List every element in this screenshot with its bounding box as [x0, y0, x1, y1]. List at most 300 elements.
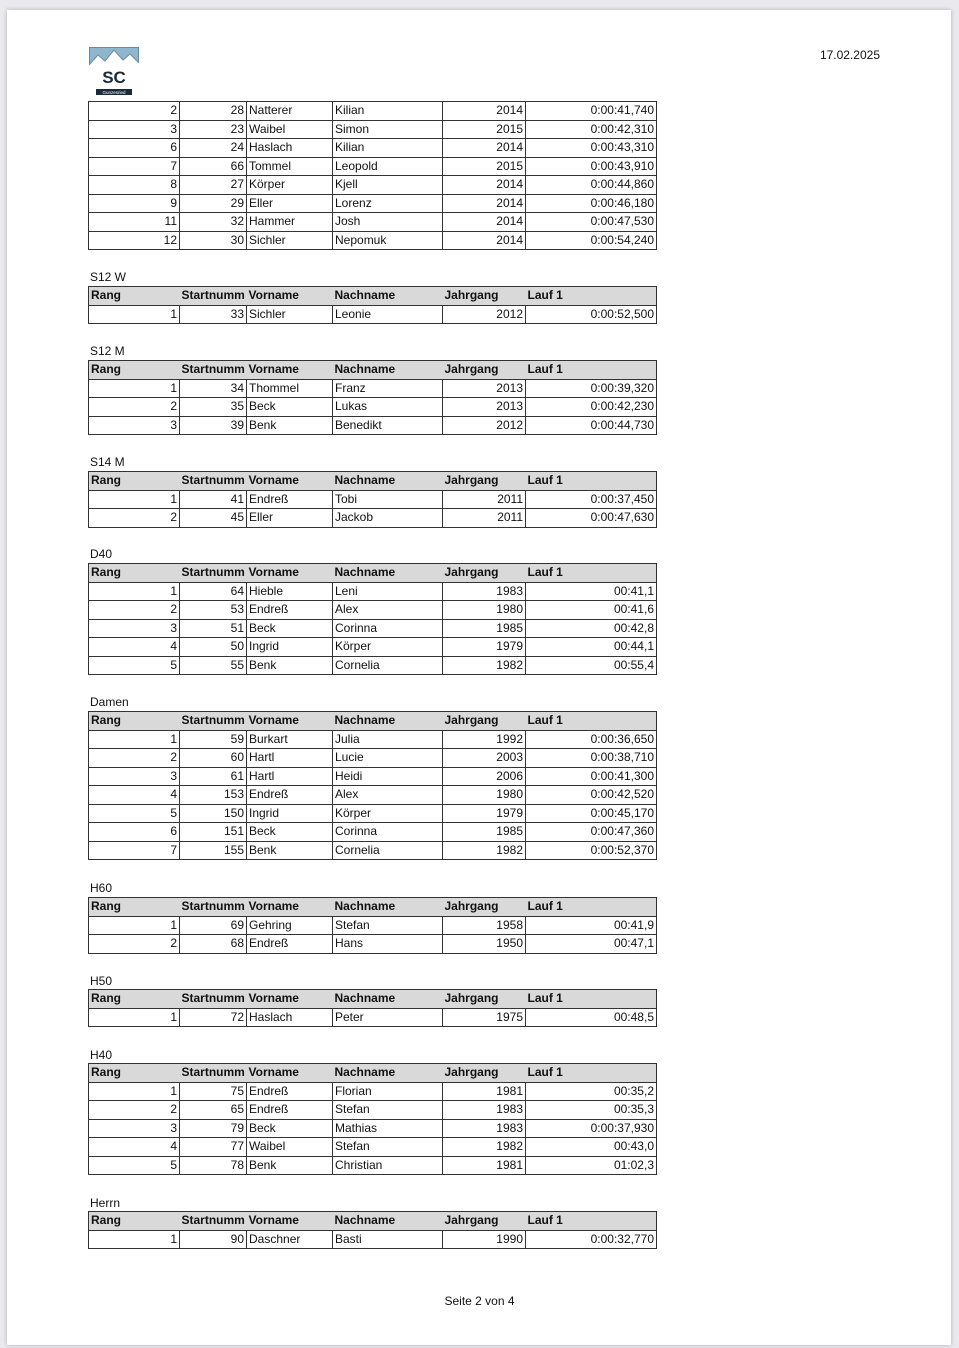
column-header-nachname: Nachname	[333, 898, 443, 917]
column-header-rang: Rang	[89, 990, 180, 1009]
cell-lauf1: 0:00:42,230	[526, 398, 657, 417]
cell-startnummer: 51	[180, 619, 247, 638]
cell-lauf1: 0:00:47,360	[526, 823, 657, 842]
category-title: H60	[90, 881, 113, 895]
cell-rang: 1	[89, 1230, 180, 1249]
cell-lauf1: 0:00:52,370	[526, 841, 657, 860]
cell-vorname: Benk	[247, 656, 333, 675]
column-header-jahrgang: Jahrgang	[443, 712, 526, 731]
cell-jahrgang: 2012	[443, 416, 526, 435]
column-header-lauf1: Lauf 1	[526, 898, 657, 917]
cell-jahrgang: 1982	[443, 1138, 526, 1157]
cell-vorname: Endreß	[247, 1082, 333, 1101]
table-row	[89, 656, 657, 675]
cell-rang: 4	[89, 786, 180, 805]
cell-jahrgang: 1982	[443, 656, 526, 675]
cell-jahrgang: 1981	[443, 1082, 526, 1101]
table-row	[89, 102, 657, 121]
cell-startnummer: 69	[180, 916, 247, 935]
cell-rang: 2	[89, 601, 180, 620]
column-header-lauf1: Lauf 1	[526, 361, 657, 380]
cell-lauf1: 0:00:36,650	[526, 730, 657, 749]
column-header-nachname: Nachname	[333, 712, 443, 731]
cell-jahrgang: 2012	[443, 305, 526, 324]
cell-nachname: Stefan	[333, 1101, 443, 1120]
cell-startnummer: 24	[180, 139, 247, 158]
cell-jahrgang: 1979	[443, 638, 526, 657]
cell-nachname: Christian	[333, 1156, 443, 1175]
cell-startnummer: 23	[180, 120, 247, 139]
cell-startnummer: 77	[180, 1138, 247, 1157]
table-header-row	[89, 898, 657, 917]
cell-vorname: Waibel	[247, 1138, 333, 1157]
column-header-nachname: Nachname	[333, 990, 443, 1009]
column-header-jahrgang: Jahrgang	[443, 898, 526, 917]
cell-startnummer: 61	[180, 767, 247, 786]
table-row	[89, 490, 657, 509]
table-row	[89, 582, 657, 601]
cell-nachname: Kjell	[333, 176, 443, 195]
cell-jahrgang: 2011	[443, 490, 526, 509]
cell-rang: 1	[89, 916, 180, 935]
cell-nachname: Alex	[333, 601, 443, 620]
table-row	[89, 1230, 657, 1249]
cell-rang: 7	[89, 841, 180, 860]
cell-nachname: Benedikt	[333, 416, 443, 435]
cell-vorname: Ingrid	[247, 804, 333, 823]
column-header-startnummer: Startnumm	[180, 472, 247, 491]
cell-startnummer: 41	[180, 490, 247, 509]
cell-rang: 1	[89, 582, 180, 601]
results-table	[88, 897, 657, 954]
cell-startnummer: 79	[180, 1119, 247, 1138]
table-header-row	[89, 287, 657, 306]
cell-jahrgang: 2003	[443, 749, 526, 768]
table-row	[89, 601, 657, 620]
table-row	[89, 416, 657, 435]
column-header-startnummer: Startnumm	[180, 990, 247, 1009]
column-header-vorname: Vorname	[247, 472, 333, 491]
column-header-rang: Rang	[89, 1064, 180, 1083]
cell-rang: 8	[89, 176, 180, 195]
column-header-jahrgang: Jahrgang	[443, 361, 526, 380]
column-header-lauf1: Lauf 1	[526, 287, 657, 306]
cell-jahrgang: 2014	[443, 102, 526, 121]
results-table	[88, 711, 657, 860]
cell-rang: 2	[89, 1101, 180, 1120]
cell-nachname: Lucie	[333, 749, 443, 768]
cell-lauf1: 0:00:52,500	[526, 305, 657, 324]
cell-vorname: Ingrid	[247, 638, 333, 657]
cell-nachname: Lukas	[333, 398, 443, 417]
table-row	[89, 804, 657, 823]
cell-nachname: Leopold	[333, 157, 443, 176]
table-row	[89, 916, 657, 935]
cell-rang: 7	[89, 157, 180, 176]
cell-jahrgang: 1975	[443, 1008, 526, 1027]
column-header-lauf1: Lauf 1	[526, 990, 657, 1009]
cell-startnummer: 29	[180, 194, 247, 213]
column-header-startnummer: Startnumm	[180, 898, 247, 917]
cell-rang: 4	[89, 1138, 180, 1157]
cell-nachname: Alex	[333, 786, 443, 805]
column-header-startnummer: Startnumm	[180, 564, 247, 583]
cell-jahrgang: 2014	[443, 194, 526, 213]
cell-lauf1: 0:00:46,180	[526, 194, 657, 213]
column-header-lauf1: Lauf 1	[526, 712, 657, 731]
cell-nachname: Lorenz	[333, 194, 443, 213]
cell-rang: 3	[89, 767, 180, 786]
cell-nachname: Corinna	[333, 823, 443, 842]
cell-startnummer: 72	[180, 1008, 247, 1027]
cell-nachname: Leonie	[333, 305, 443, 324]
cell-nachname: Leni	[333, 582, 443, 601]
cell-lauf1: 00:48,5	[526, 1008, 657, 1027]
cell-nachname: Corinna	[333, 619, 443, 638]
cell-startnummer: 65	[180, 1101, 247, 1120]
cell-vorname: Beck	[247, 398, 333, 417]
cell-jahrgang: 1990	[443, 1230, 526, 1249]
cell-nachname: Cornelia	[333, 656, 443, 675]
column-header-lauf1: Lauf 1	[526, 564, 657, 583]
column-header-rang: Rang	[89, 712, 180, 731]
column-header-rang: Rang	[89, 287, 180, 306]
table-row	[89, 176, 657, 195]
cell-nachname: Nepomuk	[333, 231, 443, 250]
column-header-vorname: Vorname	[247, 564, 333, 583]
cell-nachname: Stefan	[333, 1138, 443, 1157]
column-header-jahrgang: Jahrgang	[443, 287, 526, 306]
column-header-startnummer: Startnumm	[180, 1212, 247, 1231]
cell-lauf1: 00:44,1	[526, 638, 657, 657]
cell-lauf1: 0:00:43,310	[526, 139, 657, 158]
cell-vorname: Endreß	[247, 786, 333, 805]
column-header-jahrgang: Jahrgang	[443, 472, 526, 491]
cell-nachname: Stefan	[333, 916, 443, 935]
table-header-row	[89, 990, 657, 1009]
cell-startnummer: 35	[180, 398, 247, 417]
cell-nachname: Kilian	[333, 102, 443, 121]
cell-vorname: Sichler	[247, 231, 333, 250]
cell-vorname: Eller	[247, 509, 333, 528]
cell-vorname: Hartl	[247, 749, 333, 768]
cell-lauf1: 0:00:38,710	[526, 749, 657, 768]
table-row	[89, 379, 657, 398]
column-header-startnummer: Startnumm	[180, 287, 247, 306]
cell-lauf1: 00:35,3	[526, 1101, 657, 1120]
table-row	[89, 767, 657, 786]
results-table	[88, 286, 657, 324]
column-header-jahrgang: Jahrgang	[443, 564, 526, 583]
column-header-nachname: Nachname	[333, 564, 443, 583]
cell-nachname: Jackob	[333, 509, 443, 528]
cell-startnummer: 59	[180, 730, 247, 749]
column-header-startnummer: Startnumm	[180, 712, 247, 731]
column-header-rang: Rang	[89, 898, 180, 917]
cell-jahrgang: 1980	[443, 786, 526, 805]
cell-nachname: Cornelia	[333, 841, 443, 860]
club-logo	[89, 47, 139, 99]
cell-rang: 9	[89, 194, 180, 213]
column-header-nachname: Nachname	[333, 1212, 443, 1231]
cell-startnummer: 68	[180, 935, 247, 954]
cell-nachname: Josh	[333, 213, 443, 232]
column-header-rang: Rang	[89, 361, 180, 380]
cell-startnummer: 32	[180, 213, 247, 232]
cell-nachname: Franz	[333, 379, 443, 398]
column-header-nachname: Nachname	[333, 287, 443, 306]
cell-rang: 12	[89, 231, 180, 250]
cell-vorname: Gehring	[247, 916, 333, 935]
results-table	[88, 360, 657, 435]
cell-jahrgang: 1983	[443, 1101, 526, 1120]
table-row	[89, 398, 657, 417]
category-title: D40	[90, 547, 113, 561]
cell-jahrgang: 1985	[443, 823, 526, 842]
cell-startnummer: 28	[180, 102, 247, 121]
table-header-row	[89, 712, 657, 731]
column-header-nachname: Nachname	[333, 472, 443, 491]
cell-rang: 5	[89, 656, 180, 675]
column-header-lauf1: Lauf 1	[526, 1212, 657, 1231]
cell-startnummer: 90	[180, 1230, 247, 1249]
table-row	[89, 638, 657, 657]
cell-jahrgang: 1992	[443, 730, 526, 749]
cell-vorname: Benk	[247, 416, 333, 435]
cell-lauf1: 0:00:47,630	[526, 509, 657, 528]
table-row	[89, 120, 657, 139]
cell-lauf1: 00:41,9	[526, 916, 657, 935]
cell-rang: 2	[89, 749, 180, 768]
table-row	[89, 509, 657, 528]
column-header-vorname: Vorname	[247, 287, 333, 306]
cell-lauf1: 0:00:39,320	[526, 379, 657, 398]
cell-rang: 3	[89, 416, 180, 435]
table-row	[89, 1138, 657, 1157]
cell-lauf1: 0:00:47,530	[526, 213, 657, 232]
cell-lauf1: 0:00:44,730	[526, 416, 657, 435]
cell-rang: 2	[89, 398, 180, 417]
cell-lauf1: 0:00:45,170	[526, 804, 657, 823]
table-row	[89, 194, 657, 213]
svg-text:SC: SC	[102, 68, 126, 87]
table-row	[89, 213, 657, 232]
cell-nachname: Heidi	[333, 767, 443, 786]
cell-rang: 5	[89, 1156, 180, 1175]
column-header-lauf1: Lauf 1	[526, 1064, 657, 1083]
cell-rang: 4	[89, 638, 180, 657]
cell-vorname: Daschner	[247, 1230, 333, 1249]
table-row	[89, 1101, 657, 1120]
table-row	[89, 305, 657, 324]
cell-rang: 11	[89, 213, 180, 232]
cell-rang: 1	[89, 379, 180, 398]
cell-nachname: Mathias	[333, 1119, 443, 1138]
cell-vorname: Tommel	[247, 157, 333, 176]
cell-rang: 1	[89, 305, 180, 324]
cell-jahrgang: 2014	[443, 139, 526, 158]
table-row	[89, 823, 657, 842]
cell-vorname: Thommel	[247, 379, 333, 398]
cell-rang: 3	[89, 120, 180, 139]
column-header-jahrgang: Jahrgang	[443, 990, 526, 1009]
cell-vorname: Haslach	[247, 139, 333, 158]
cell-startnummer: 75	[180, 1082, 247, 1101]
document-date: 17.02.2025	[819, 48, 880, 62]
results-table	[88, 101, 657, 250]
cell-vorname: Natterer	[247, 102, 333, 121]
cell-startnummer: 53	[180, 601, 247, 620]
table-header-row	[89, 1212, 657, 1231]
cell-lauf1: 0:00:42,520	[526, 786, 657, 805]
results-table	[88, 989, 657, 1027]
cell-startnummer: 39	[180, 416, 247, 435]
cell-jahrgang: 2011	[443, 509, 526, 528]
cell-lauf1: 01:02,3	[526, 1156, 657, 1175]
column-header-rang: Rang	[89, 472, 180, 491]
table-row	[89, 619, 657, 638]
column-header-vorname: Vorname	[247, 361, 333, 380]
category-title: Herrn	[90, 1196, 121, 1210]
cell-lauf1: 0:00:41,740	[526, 102, 657, 121]
cell-startnummer: 78	[180, 1156, 247, 1175]
results-table	[88, 1211, 657, 1249]
cell-vorname: Hieble	[247, 582, 333, 601]
column-header-vorname: Vorname	[247, 990, 333, 1009]
cell-lauf1: 0:00:42,310	[526, 120, 657, 139]
cell-nachname: Körper	[333, 804, 443, 823]
table-row	[89, 1119, 657, 1138]
cell-nachname: Kilian	[333, 139, 443, 158]
category-title: Damen	[90, 695, 129, 709]
cell-nachname: Peter	[333, 1008, 443, 1027]
cell-startnummer: 150	[180, 804, 247, 823]
column-header-nachname: Nachname	[333, 361, 443, 380]
cell-vorname: Beck	[247, 823, 333, 842]
cell-nachname: Körper	[333, 638, 443, 657]
cell-jahrgang: 2014	[443, 213, 526, 232]
column-header-startnummer: Startnumm	[180, 1064, 247, 1083]
cell-startnummer: 30	[180, 231, 247, 250]
column-header-jahrgang: Jahrgang	[443, 1064, 526, 1083]
cell-jahrgang: 1958	[443, 916, 526, 935]
category-title: S14 M	[90, 455, 125, 469]
cell-jahrgang: 2013	[443, 379, 526, 398]
results-table	[88, 1063, 657, 1175]
cell-jahrgang: 2006	[443, 767, 526, 786]
cell-nachname: Basti	[333, 1230, 443, 1249]
table-row	[89, 231, 657, 250]
table-row	[89, 749, 657, 768]
category-title: H40	[90, 1048, 113, 1062]
cell-startnummer: 45	[180, 509, 247, 528]
cell-startnummer: 55	[180, 656, 247, 675]
cell-rang: 3	[89, 1119, 180, 1138]
results-table	[88, 563, 657, 675]
cell-jahrgang: 1950	[443, 935, 526, 954]
cell-jahrgang: 2015	[443, 157, 526, 176]
cell-rang: 1	[89, 1008, 180, 1027]
cell-lauf1: 00:47,1	[526, 935, 657, 954]
cell-lauf1: 0:00:43,910	[526, 157, 657, 176]
cell-vorname: Benk	[247, 841, 333, 860]
cell-lauf1: 00:42,8	[526, 619, 657, 638]
cell-nachname: Simon	[333, 120, 443, 139]
cell-lauf1: 00:43,0	[526, 1138, 657, 1157]
cell-jahrgang: 2013	[443, 398, 526, 417]
category-title: S12 W	[90, 270, 127, 284]
table-row	[89, 1156, 657, 1175]
cell-vorname: Waibel	[247, 120, 333, 139]
cell-vorname: Sichler	[247, 305, 333, 324]
table-row	[89, 935, 657, 954]
cell-startnummer: 27	[180, 176, 247, 195]
cell-startnummer: 153	[180, 786, 247, 805]
cell-rang: 6	[89, 823, 180, 842]
cell-jahrgang: 1985	[443, 619, 526, 638]
cell-vorname: Endreß	[247, 1101, 333, 1120]
cell-jahrgang: 1980	[443, 601, 526, 620]
cell-lauf1: 0:00:32,770	[526, 1230, 657, 1249]
table-row	[89, 157, 657, 176]
cell-vorname: Hammer	[247, 213, 333, 232]
cell-lauf1: 0:00:54,240	[526, 231, 657, 250]
table-row	[89, 786, 657, 805]
column-header-rang: Rang	[89, 1212, 180, 1231]
cell-startnummer: 50	[180, 638, 247, 657]
table-row	[89, 1082, 657, 1101]
cell-jahrgang: 1981	[443, 1156, 526, 1175]
cell-vorname: Beck	[247, 1119, 333, 1138]
cell-vorname: Beck	[247, 619, 333, 638]
cell-startnummer: 155	[180, 841, 247, 860]
table-header-row	[89, 472, 657, 491]
cell-startnummer: 60	[180, 749, 247, 768]
cell-lauf1: 00:35,2	[526, 1082, 657, 1101]
cell-nachname: Florian	[333, 1082, 443, 1101]
cell-lauf1: 0:00:37,930	[526, 1119, 657, 1138]
cell-rang: 1	[89, 490, 180, 509]
cell-startnummer: 66	[180, 157, 247, 176]
cell-lauf1: 0:00:37,450	[526, 490, 657, 509]
cell-vorname: Benk	[247, 1156, 333, 1175]
cell-lauf1: 00:41,6	[526, 601, 657, 620]
cell-jahrgang: 2015	[443, 120, 526, 139]
svg-text:Gunzesried: Gunzesried	[102, 90, 126, 95]
cell-jahrgang: 2014	[443, 231, 526, 250]
cell-jahrgang: 1983	[443, 582, 526, 601]
category-title: H50	[90, 974, 113, 988]
table-header-row	[89, 564, 657, 583]
table-header-row	[89, 361, 657, 380]
cell-startnummer: 151	[180, 823, 247, 842]
cell-lauf1: 0:00:41,300	[526, 767, 657, 786]
cell-jahrgang: 1979	[443, 804, 526, 823]
cell-rang: 1	[89, 1082, 180, 1101]
cell-lauf1: 0:00:44,860	[526, 176, 657, 195]
column-header-vorname: Vorname	[247, 1212, 333, 1231]
table-header-row	[89, 1064, 657, 1083]
cell-startnummer: 33	[180, 305, 247, 324]
cell-jahrgang: 1983	[443, 1119, 526, 1138]
cell-startnummer: 64	[180, 582, 247, 601]
page-number: Seite 2 von 4	[444, 1294, 515, 1308]
column-header-nachname: Nachname	[333, 1064, 443, 1083]
column-header-lauf1: Lauf 1	[526, 472, 657, 491]
column-header-startnummer: Startnumm	[180, 361, 247, 380]
table-row	[89, 841, 657, 860]
column-header-jahrgang: Jahrgang	[443, 1212, 526, 1231]
